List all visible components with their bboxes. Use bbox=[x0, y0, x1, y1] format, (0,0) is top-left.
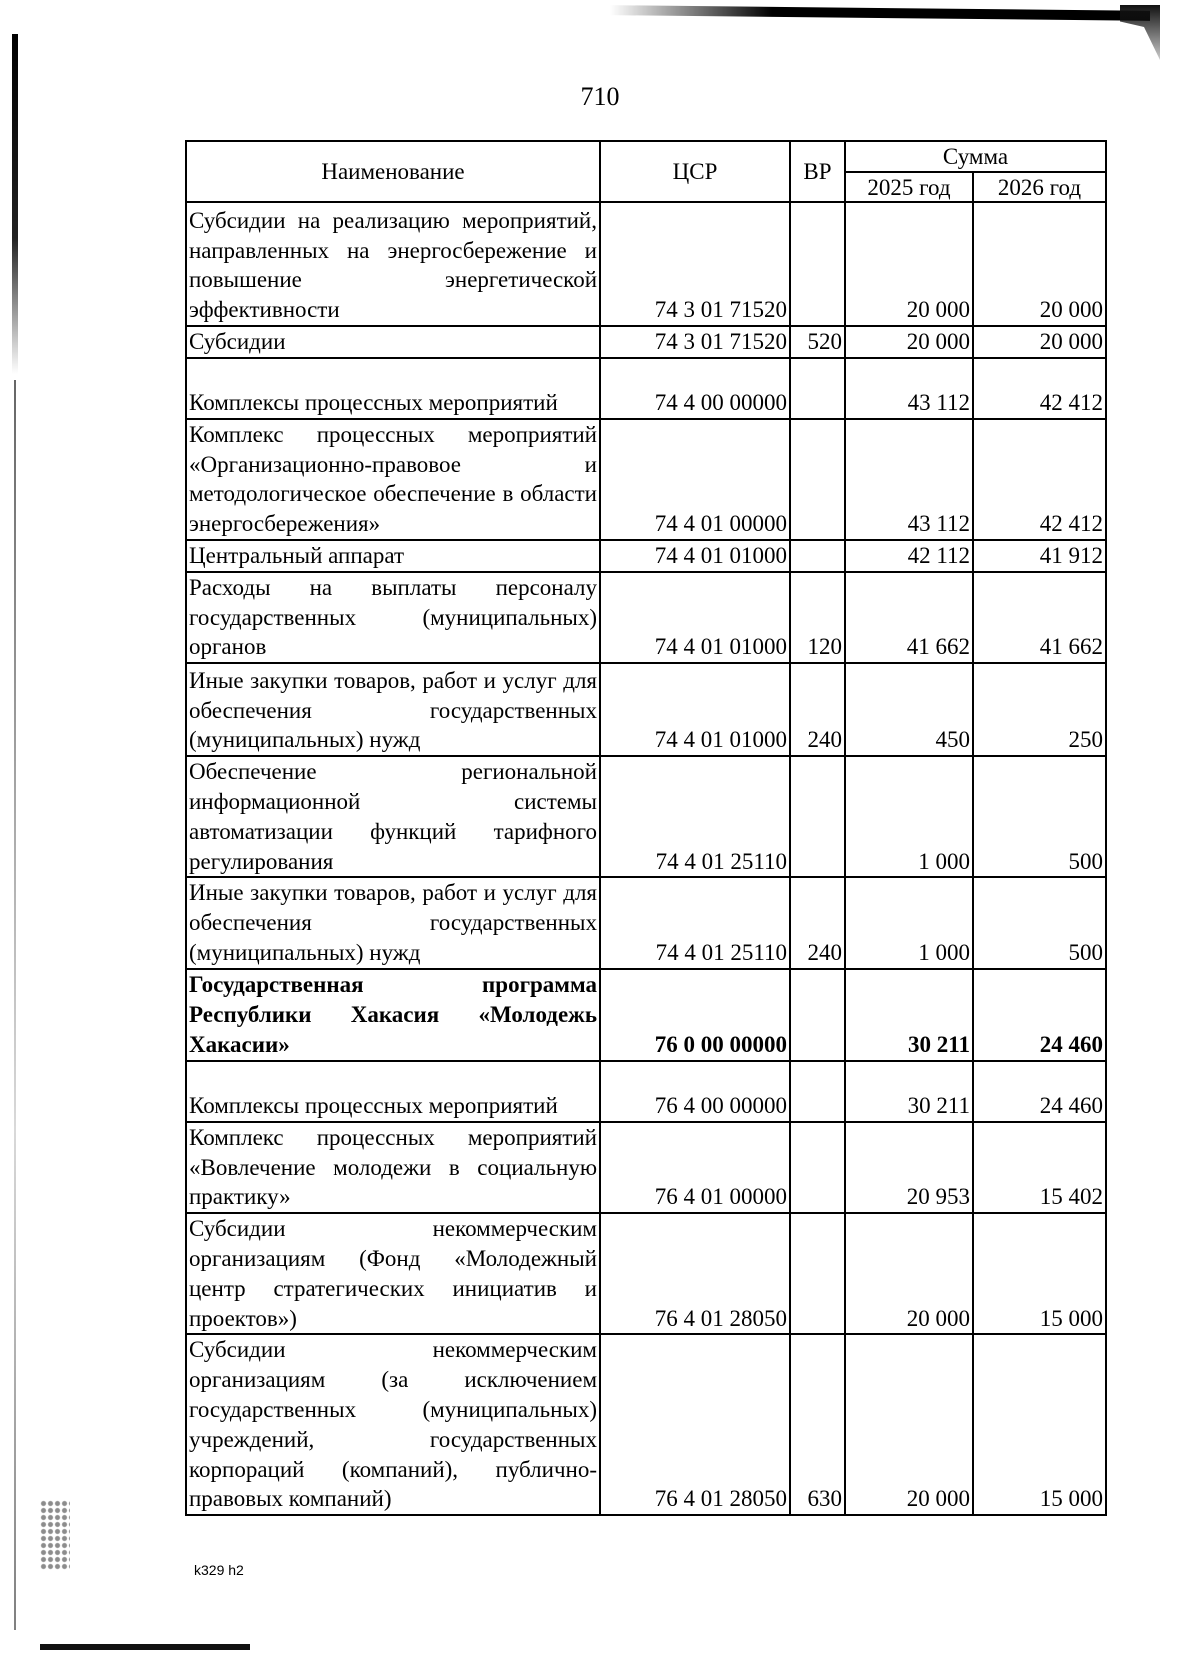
row-vr bbox=[790, 1061, 845, 1122]
row-sum-2026: 250 bbox=[973, 663, 1106, 756]
row-name: Расходы на выплаты персоналу государственных (муниципальных) органов bbox=[186, 572, 600, 663]
table-row bbox=[186, 419, 1106, 540]
row-vr bbox=[790, 1213, 845, 1334]
table-row bbox=[186, 877, 1106, 968]
row-csr: 74 4 01 01000 bbox=[600, 572, 790, 663]
table-row bbox=[186, 969, 1106, 1061]
row-sum-2025: 1 000 bbox=[845, 756, 973, 877]
footer-code: k329 h2 bbox=[194, 1562, 244, 1578]
table-header bbox=[186, 141, 1106, 202]
table-row bbox=[186, 326, 1106, 358]
row-vr: 120 bbox=[790, 572, 845, 663]
scan-edge-artifact bbox=[40, 1644, 250, 1650]
row-csr: 74 4 01 01000 bbox=[600, 540, 790, 572]
table-row bbox=[186, 1061, 1106, 1122]
row-sum-2026: 15 402 bbox=[973, 1122, 1106, 1213]
page-number: 710 bbox=[580, 82, 620, 111]
table-row bbox=[186, 540, 1106, 572]
row-name: Субсидии некоммерческим организациям (за исключением государственных (муниципальных) учреждений, государственных корпораций (компаний), публично-правовых компаний) bbox=[186, 1334, 600, 1515]
row-sum-2025: 20 000 bbox=[845, 1213, 973, 1334]
row-sum-2026: 500 bbox=[973, 756, 1106, 877]
row-name: Субсидии bbox=[186, 326, 600, 358]
row-name: Обеспечение региональной информационной системы автоматизации функций тарифного регулирования bbox=[186, 756, 600, 877]
row-sum-2026: 41 662 bbox=[973, 572, 1106, 663]
header-vr: ВР bbox=[790, 141, 845, 202]
row-sum-2026: 15 000 bbox=[973, 1213, 1106, 1334]
row-sum-2025: 42 112 bbox=[845, 540, 973, 572]
row-csr: 74 4 01 25110 bbox=[600, 877, 790, 968]
row-vr: 520 bbox=[790, 326, 845, 358]
row-vr bbox=[790, 202, 845, 326]
row-vr: 240 bbox=[790, 877, 845, 968]
row-name: Комплекс процессных мероприятий «Организационно-правовое и методологическое обеспечение в области энергосбережения» bbox=[186, 419, 600, 540]
row-vr bbox=[790, 1122, 845, 1213]
row-sum-2025: 43 112 bbox=[845, 358, 973, 419]
row-sum-2026: 20 000 bbox=[973, 326, 1106, 358]
row-sum-2025: 41 662 bbox=[845, 572, 973, 663]
header-sum: Сумма bbox=[845, 141, 1106, 172]
row-sum-2025: 20 000 bbox=[845, 1334, 973, 1515]
table-row bbox=[186, 1334, 1106, 1515]
row-sum-2026: 24 460 bbox=[973, 969, 1106, 1061]
row-sum-2026: 42 412 bbox=[973, 358, 1106, 419]
row-name: Центральный аппарат bbox=[186, 540, 600, 572]
row-name: Иные закупки товаров, работ и услуг для обеспечения государственных (муниципальных) нужд bbox=[186, 877, 600, 968]
row-name: Комплекс процессных мероприятий «Вовлечение молодежи в социальную практику» bbox=[186, 1122, 600, 1213]
row-sum-2025: 20 953 bbox=[845, 1122, 973, 1213]
row-name: Комплексы процессных мероприятий bbox=[186, 358, 600, 419]
row-vr bbox=[790, 419, 845, 540]
scan-edge-artifact bbox=[1120, 5, 1160, 60]
row-vr bbox=[790, 358, 845, 419]
row-vr: 630 bbox=[790, 1334, 845, 1515]
header-csr: ЦСР bbox=[600, 141, 790, 202]
row-sum-2025: 20 000 bbox=[845, 326, 973, 358]
row-sum-2025: 30 211 bbox=[845, 969, 973, 1061]
scan-noise-artifact bbox=[40, 1500, 70, 1570]
row-vr bbox=[790, 969, 845, 1061]
table-row bbox=[186, 572, 1106, 663]
row-sum-2026: 500 bbox=[973, 877, 1106, 968]
row-name: Иные закупки товаров, работ и услуг для обеспечения государственных (муниципальных) нужд bbox=[186, 663, 600, 756]
row-sum-2025: 20 000 bbox=[845, 202, 973, 326]
table-row bbox=[186, 663, 1106, 756]
header-name: Наименование bbox=[186, 141, 600, 202]
row-vr bbox=[790, 540, 845, 572]
scan-edge-artifact bbox=[14, 380, 16, 1630]
row-sum-2026: 15 000 bbox=[973, 1334, 1106, 1515]
budget-table bbox=[185, 140, 1107, 1516]
row-name: Субсидии некоммерческим организациям (Фонд «Молодежный центр стратегических инициатив и проектов») bbox=[186, 1213, 600, 1334]
row-name: Субсидии на реализацию мероприятий, направленных на энергосбережение и повышение энергетической эффективности bbox=[186, 202, 600, 326]
row-csr: 76 0 00 00000 bbox=[600, 969, 790, 1061]
table-row bbox=[186, 1122, 1106, 1213]
row-sum-2026: 41 912 bbox=[973, 540, 1106, 572]
row-sum-2025: 30 211 bbox=[845, 1061, 973, 1122]
scan-edge-artifact bbox=[610, 5, 1150, 21]
row-vr: 240 bbox=[790, 663, 845, 756]
row-csr: 74 4 01 01000 bbox=[600, 663, 790, 756]
header-year-2026: 2026 год bbox=[973, 172, 1106, 202]
row-sum-2026: 20 000 bbox=[973, 202, 1106, 326]
row-csr: 76 4 01 00000 bbox=[600, 1122, 790, 1213]
row-sum-2026: 24 460 bbox=[973, 1061, 1106, 1122]
row-csr: 74 4 01 00000 bbox=[600, 419, 790, 540]
row-sum-2025: 43 112 bbox=[845, 419, 973, 540]
row-csr: 76 4 01 28050 bbox=[600, 1334, 790, 1515]
row-sum-2025: 450 bbox=[845, 663, 973, 756]
row-name: Комплексы процессных мероприятий bbox=[186, 1061, 600, 1122]
table-row bbox=[186, 358, 1106, 419]
row-csr: 74 4 01 25110 bbox=[600, 756, 790, 877]
row-vr bbox=[790, 756, 845, 877]
table-row bbox=[186, 756, 1106, 877]
row-name: Государственная программа Республики Хакасия «Молодежь Хакасии» bbox=[186, 969, 600, 1061]
row-sum-2025: 1 000 bbox=[845, 877, 973, 968]
table-row bbox=[186, 202, 1106, 326]
row-csr: 76 4 00 00000 bbox=[600, 1061, 790, 1122]
table-row bbox=[186, 1213, 1106, 1334]
row-csr: 74 3 01 71520 bbox=[600, 202, 790, 326]
header-year-2025: 2025 год bbox=[845, 172, 973, 202]
row-csr: 74 3 01 71520 bbox=[600, 326, 790, 358]
row-sum-2026: 42 412 bbox=[973, 419, 1106, 540]
row-csr: 74 4 00 00000 bbox=[600, 358, 790, 419]
table-body bbox=[186, 202, 1106, 1515]
row-csr: 76 4 01 28050 bbox=[600, 1213, 790, 1334]
